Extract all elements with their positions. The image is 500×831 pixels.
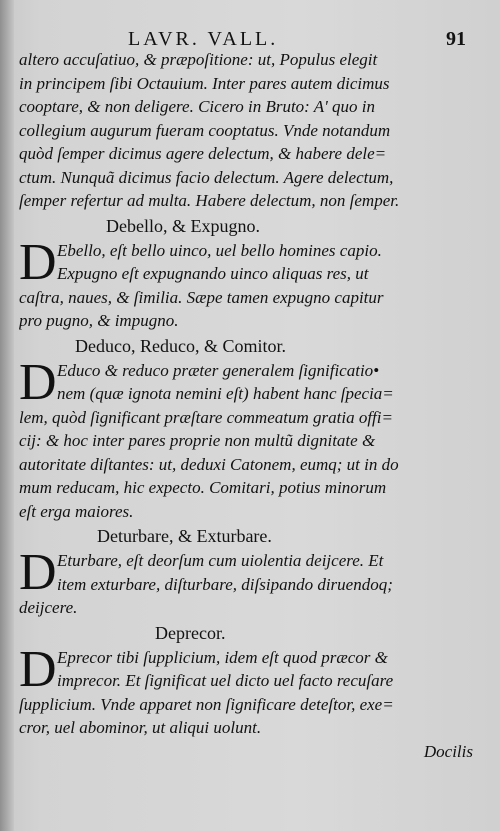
page-gutter-shadow [0, 0, 14, 831]
page-number: 91 [446, 28, 466, 50]
text-line: Ebello, eſt bello uinco, uel bello homines capio. [57, 240, 382, 260]
entry-body [19, 640, 479, 740]
text-line: Expugno eſt expugnando uinco aliquas res, ut [57, 264, 369, 283]
text-line: ctum. Nunquã dicimus facio delectum. Agere delectum, [19, 167, 394, 187]
text-line: nem (quæ ignota nemini eſt) habent hanc ſpecia= [57, 384, 394, 403]
text-line: cooptare, & non deligere. Cicero in Bruto: A' quo in [19, 97, 376, 116]
drop-cap: D [19, 353, 57, 411]
text-line: lem, quòd ſignificant præſtare commeatum gratia offi= [19, 407, 393, 427]
text-line: altero accuſatiuo, & præpoſitione: ut, Populus elegit [19, 50, 378, 69]
text-line: ſupplicium. Vnde apparet non ſignificare deteſtor, exe= [19, 694, 394, 714]
text-line: caſtra, naues, & ſimilia. Sæpe tamen expugno capitur [19, 287, 384, 307]
entry-heading: Deprecor. [155, 622, 226, 643]
text-line: pro pugno, & impugno. [19, 311, 179, 330]
entry-heading: Deturbare, & Exturbare. [97, 526, 272, 546]
entry-body [19, 353, 479, 524]
text-line: in principem ſibi Octauium. Inter pares autem dicimus [19, 73, 390, 93]
text-line: cror, uel abominor, ut aliqui uolunt. [19, 718, 262, 737]
drop-cap: D [19, 233, 57, 291]
text-line: mum reducam, hic expecto. Comitari, potius minorum [19, 478, 387, 497]
page-text [19, 48, 479, 764]
text-line: Eturbare, eſt deorſum cum uiolentia deijcere. Et [57, 551, 384, 570]
text-line: item exturbare, diſturbare, diſsipando diruendoq; [57, 574, 393, 594]
text-line: cij: & hoc inter pares proprie non multũ dignitate & [19, 431, 376, 450]
entry-body [19, 544, 479, 620]
drop-cap: D [19, 544, 57, 601]
text-line: deijcere. [19, 598, 78, 617]
entry-body [19, 233, 479, 333]
text-line: Educo & reduco præter generalem ſignificatio• [57, 360, 380, 380]
text-line: eſt erga maiores. [19, 501, 134, 521]
running-title: LAVR. VALL. [128, 28, 279, 50]
text-line: ſemper refertur ad multa. Habere delectum, non ſemper. [19, 191, 400, 210]
drop-cap: D [19, 640, 57, 698]
text-line: autoritate diſtantes: ut, deduxi Catonem, eumq; ut in do [19, 454, 399, 474]
text-line: imprecor. Et ſignificat uel dicto uel facto recuſare [57, 671, 394, 690]
entry-heading: Debello, & Expugno. [106, 215, 260, 236]
text-line: quòd ſemper dicimus agere delectum, & habere dele= [19, 144, 387, 163]
text-line: collegium augurum fueram cooptatus. Vnde notandum [19, 120, 391, 140]
text-line: Eprecor tibi ſupplicium, idem eſt quod præcor & [57, 647, 388, 667]
catchword: Docilis [423, 741, 473, 761]
page-header [0, 28, 500, 50]
entry-heading: Deduco, Reduco, & Comitor. [75, 335, 286, 356]
